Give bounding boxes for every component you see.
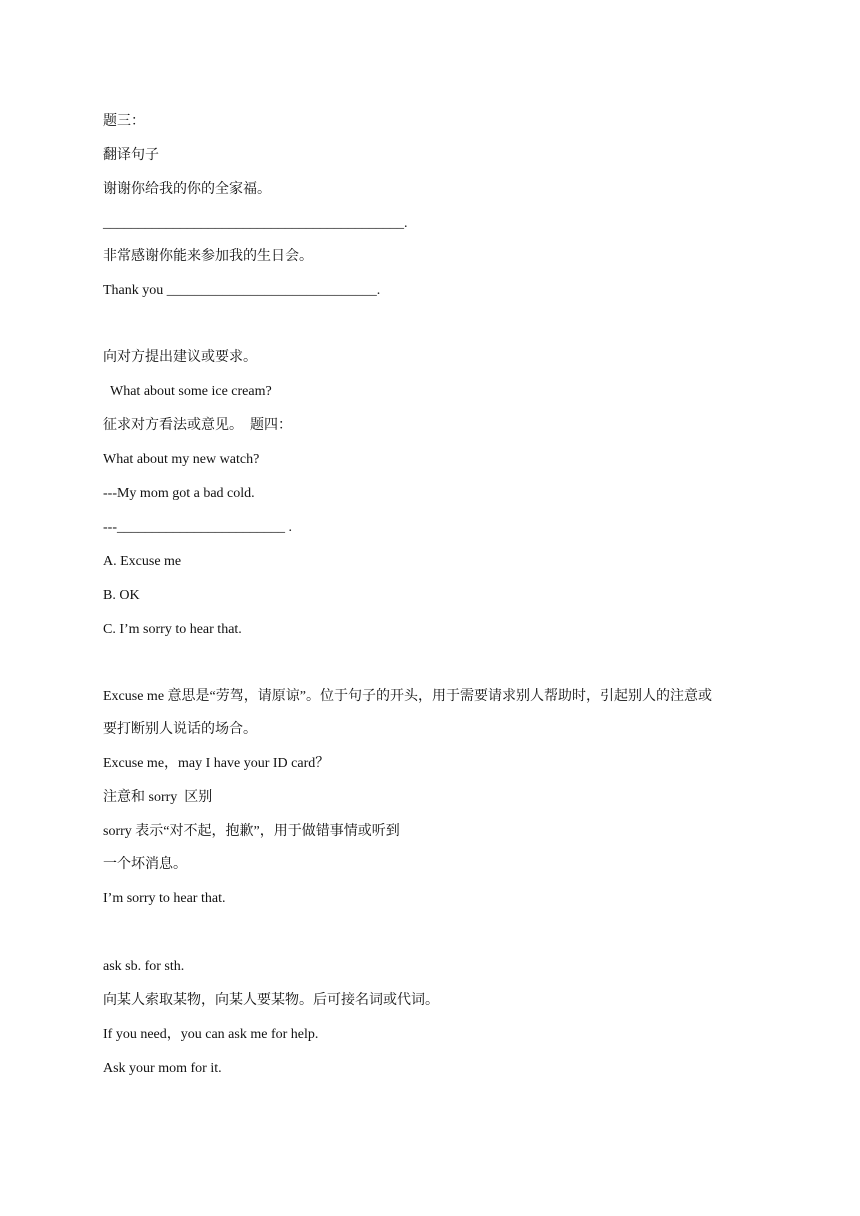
sentence-1-chinese: 谢谢你给我的你的全家福。	[103, 182, 271, 197]
instruction-translate: 翻译句子	[103, 148, 159, 163]
answer-blank-2: Thank you ______________________________.	[103, 283, 381, 298]
ask-for-explanation: 向某人索取某物，向某人要某物。后可接名词或代词。	[103, 993, 439, 1008]
excuse-me-example: Excuse me，may I have your ID card？	[103, 756, 330, 771]
option-a: A. Excuse me	[103, 554, 182, 569]
dialogue-line-1: ---My mom got a bad cold.	[103, 486, 255, 501]
sentence-2-chinese: 非常感谢你能来参加我的生日会。	[103, 249, 313, 264]
excuse-me-explanation: Excuse me 意思是“劳驾，请原谅”。位于句子的开头，用于需要请求别人帮助时，引起别人的注意或	[103, 689, 712, 704]
excuse-me-explanation-cont: 要打断别人说话的场合。	[103, 722, 257, 737]
answer-blank-1: ___________________________________________.	[103, 216, 408, 231]
sorry-example: I’m sorry to hear that.	[103, 891, 226, 906]
note-suggestion: 向对方提出建议或要求。	[103, 350, 257, 365]
ask-for-phrase: ask sb. for sth.	[103, 959, 185, 974]
ask-for-example-1: If you need，you can ask me for help.	[103, 1027, 319, 1042]
option-b: B. OK	[103, 588, 140, 603]
section-heading-3: 题三：	[103, 114, 145, 129]
note-opinion-heading-4: 征求对方看法或意见。 题四：	[103, 418, 292, 433]
sorry-explanation: sorry 表示“对不起，抱歉”，用于做错事情或听到	[103, 824, 400, 839]
sorry-note-heading: 注意和 sorry 区别	[103, 790, 213, 805]
sorry-explanation-cont: 一个坏消息。	[103, 857, 187, 872]
dialogue-line-2-blank: ---________________________ .	[103, 520, 292, 535]
example-ice-cream: What about some ice cream?	[110, 384, 272, 399]
ask-for-example-2: Ask your mom for it.	[103, 1061, 222, 1076]
option-c: C. I’m sorry to hear that.	[103, 622, 242, 637]
example-watch: What about my new watch?	[103, 452, 260, 467]
